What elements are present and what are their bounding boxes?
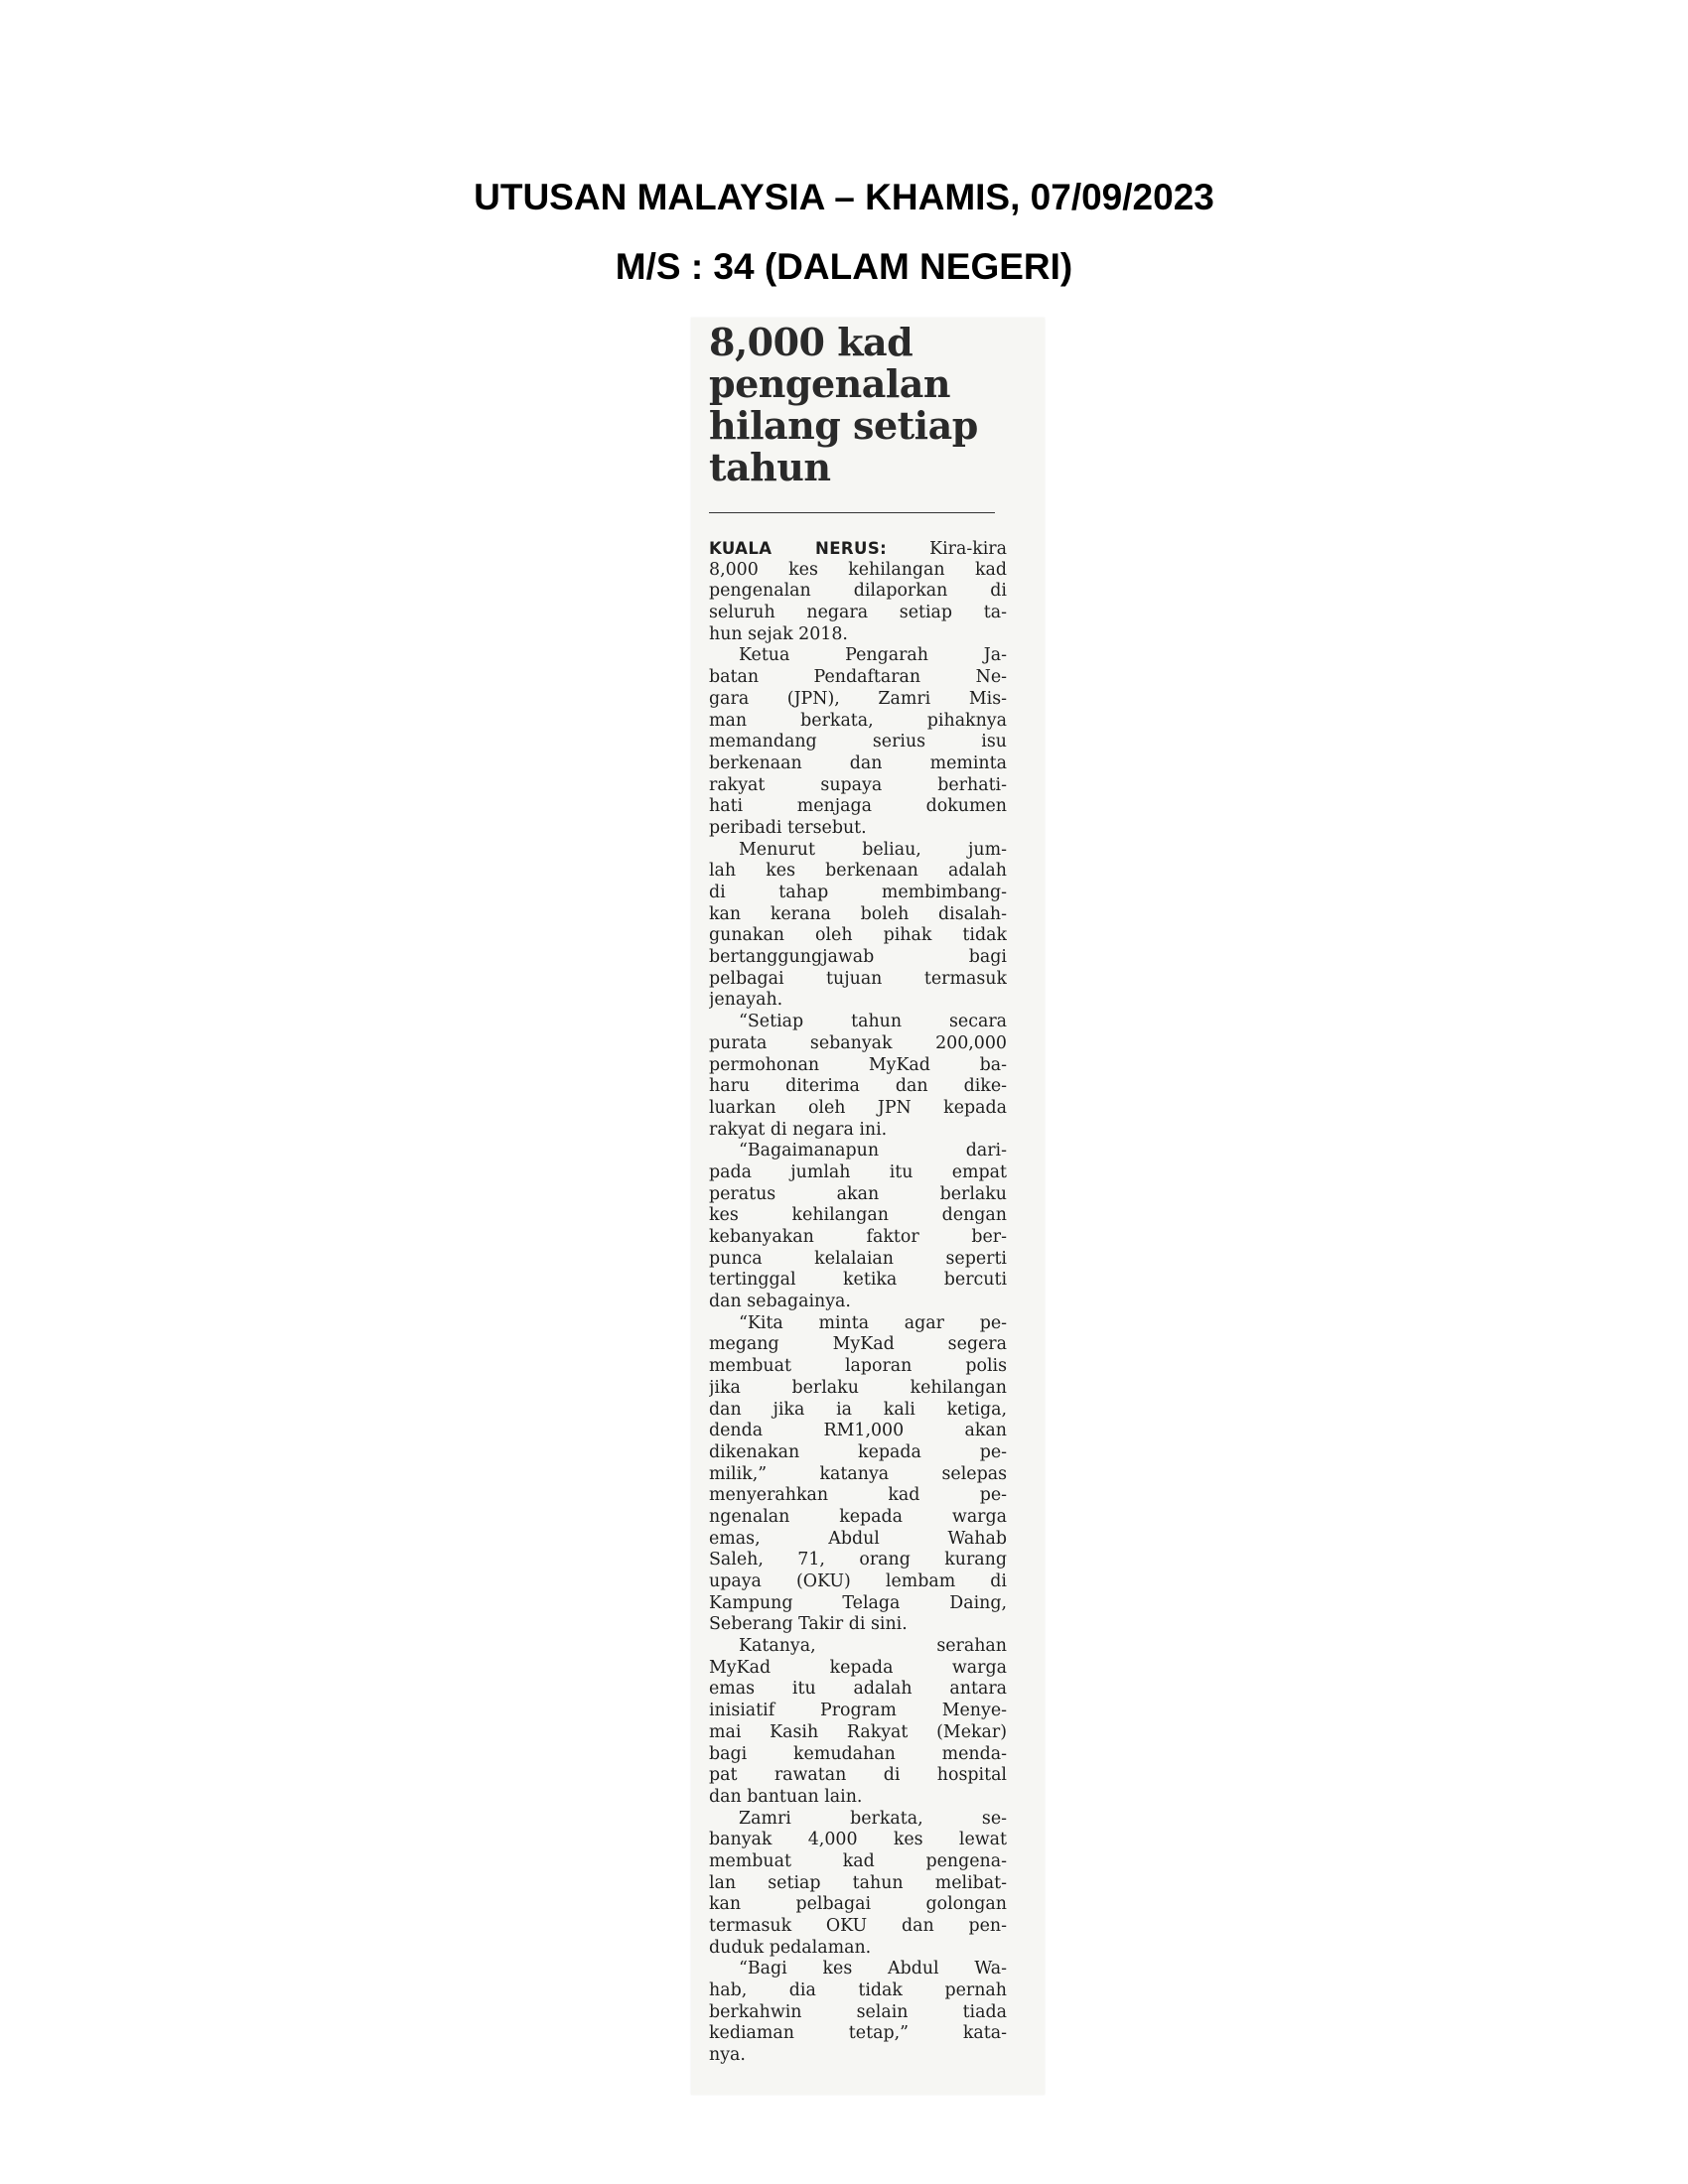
body-line: man berkata, pihaknya (709, 710, 1007, 731)
headline-line: 8,000 kad (709, 320, 914, 364)
body-line: emas, Abdul Wahab (709, 1528, 1007, 1549)
body-line: membuat laporan polis (709, 1356, 1007, 1377)
body-line: haru diterima dan dike- (709, 1076, 1007, 1097)
body-line: pat rawatan di hospital (709, 1765, 1007, 1786)
body-line: membuat kad pengena- (709, 1850, 1007, 1871)
body-line: inisiatif Program Menye- (709, 1701, 1007, 1721)
body-line: upaya (OKU) lembam di (709, 1571, 1007, 1591)
body-line: punca kelalaian seperti (709, 1248, 1007, 1269)
body-line: kan pelbagai golongan (709, 1894, 1007, 1915)
body-line: Kampung Telaga Daing, (709, 1592, 1007, 1613)
body-line: “Kita minta agar pe- (739, 1312, 1007, 1333)
body-line: di tahap membimbang- (709, 883, 1007, 902)
body-line: rakyat supaya berhati- (709, 774, 1007, 795)
body-line: Menurut beliau, jum- (739, 839, 1007, 860)
body-line: pengenalan dilaporkan di (709, 581, 1007, 602)
body-line: seluruh negara setiap ta- (709, 603, 1007, 623)
body-line: menyerahkan kad pe- (709, 1485, 1007, 1506)
body-line: kan kerana boleh disalah- (709, 903, 1007, 924)
body-line: MyKad kepada warga (709, 1657, 1007, 1678)
newspaper-clipping (691, 318, 1045, 2095)
publication-header: UTUSAN MALAYSIA – KHAMIS, 07/09/2023 (474, 177, 1214, 217)
body-line: kebanyakan faktor ber- (709, 1227, 1007, 1247)
body-line: lah kes berkenaan adalah (709, 861, 1007, 882)
body-line: nya. (709, 2045, 746, 2066)
body-line: Saleh, 71, orang kurang (709, 1550, 1007, 1570)
body-line: mai Kasih Rakyat (Mekar) (709, 1721, 1007, 1742)
body-line-first (709, 538, 1007, 560)
body-line: “Bagaimanapun dari- (739, 1141, 1007, 1161)
body-line: permohonan MyKad ba- (709, 1054, 1007, 1075)
body-line: lan setiap tahun melibat- (709, 1872, 1007, 1893)
body-line: rakyat di negara ini. (709, 1119, 888, 1140)
article-headline (709, 322, 1037, 488)
body-line: dan sebagainya. (709, 1292, 851, 1312)
body-line: hati menjaga dokumen (709, 796, 1007, 817)
body-line: 8,000 kes kehilangan kad (709, 559, 1007, 580)
body-line: termasuk OKU dan pen- (709, 1916, 1007, 1936)
headline-divider (709, 512, 995, 513)
body-line: Zamri berkata, se- (739, 1808, 1007, 1829)
body-line: tertinggal ketika bercuti (709, 1270, 1007, 1291)
body-line: kes kehilangan dengan (709, 1205, 1007, 1226)
body-line: “Setiap tahun secara (739, 1012, 1007, 1032)
body-line: peratus akan berlaku (709, 1183, 1007, 1204)
body-line: berkenaan dan meminta (709, 752, 1007, 773)
body-line: dikenakan kepada pe- (709, 1441, 1007, 1462)
body-line: megang MyKad segera (709, 1334, 1007, 1355)
dateline: KUALA NERUS: (709, 539, 888, 558)
body-line: hun sejak 2018. (709, 623, 848, 644)
body-line: dan jika ia kali ketiga, (709, 1399, 1007, 1420)
body-line: duduk pedalaman. (709, 1937, 872, 1958)
body-line: hab, dia tidak pernah (709, 1980, 1007, 2001)
body-line: Katanya, serahan (739, 1636, 1007, 1657)
body-line: luarkan oleh JPN kepada (709, 1097, 1007, 1118)
headline-line: tahun (709, 445, 831, 489)
body-line: banyak 4,000 kes lewat (709, 1830, 1007, 1850)
body-line: emas itu adalah antara (709, 1679, 1007, 1700)
body-line: Seberang Takir di sini. (709, 1614, 908, 1635)
body-line: pelbagai tujuan termasuk (709, 968, 1007, 989)
body-line: ngenalan kepada warga (709, 1506, 1007, 1527)
headline-line: hilang setiap (709, 403, 978, 448)
page-info-header: M/S : 34 (DALAM NEGERI) (615, 246, 1073, 287)
body-line: pada jumlah itu empat (709, 1161, 1007, 1182)
body-line: denda RM1,000 akan (709, 1421, 1007, 1441)
body-line: milik,” katanya selepas (709, 1463, 1007, 1484)
article-body (709, 538, 1007, 2067)
body-line: Ketua Pengarah Ja- (739, 645, 1007, 666)
body-line: berkahwin selain tiada (709, 2001, 1007, 2022)
body-line: dan bantuan lain. (709, 1786, 863, 1807)
body-line: batan Pendaftaran Ne- (709, 667, 1007, 688)
body-line: jika berlaku kehilangan (709, 1377, 1007, 1398)
body-line: bertanggungjawab bagi (709, 947, 1007, 968)
body-line: peribadi tersebut. (709, 817, 867, 838)
body-line: gunakan oleh pihak tidak (709, 925, 1007, 946)
body-line: “Bagi kes Abdul Wa- (739, 1959, 1007, 1979)
body-line: jenayah. (709, 990, 783, 1011)
first-line-text: Kira-kira (929, 539, 1007, 559)
body-line: bagi kemudahan menda- (709, 1743, 1007, 1764)
body-line: kediaman tetap,” kata- (709, 2023, 1007, 2044)
body-line: memandang serius isu (709, 732, 1007, 752)
headline-line: pengenalan (709, 361, 951, 406)
body-line: purata sebanyak 200,000 (709, 1032, 1007, 1053)
body-line: gara (JPN), Zamri Mis- (709, 688, 1007, 709)
